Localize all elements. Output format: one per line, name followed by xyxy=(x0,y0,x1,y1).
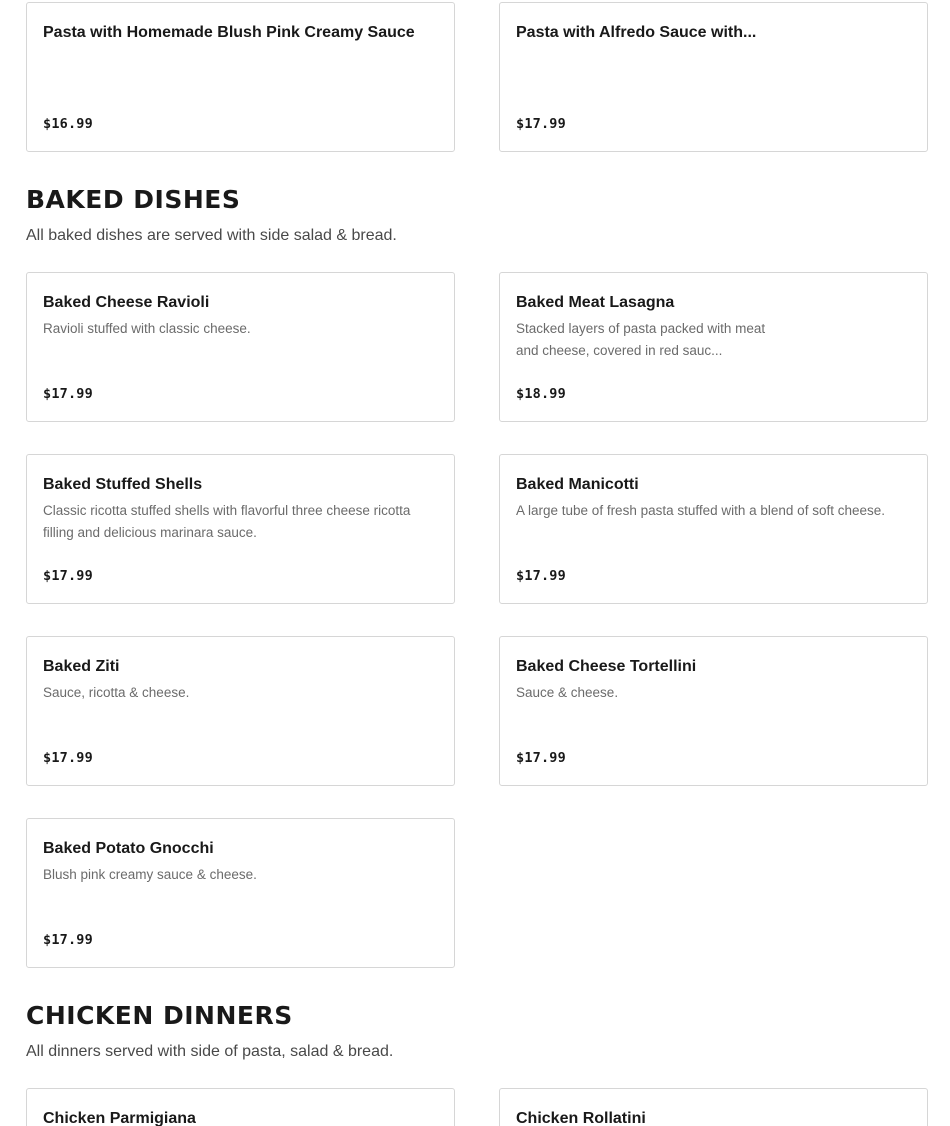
menu-item-card[interactable] xyxy=(26,636,455,786)
menu-item-card[interactable] xyxy=(26,272,455,422)
item-title: Baked Manicotti xyxy=(516,476,639,493)
item-price: $17.99 xyxy=(516,116,566,132)
menu-item-card[interactable] xyxy=(499,454,928,604)
menu-item-card[interactable] xyxy=(26,818,455,968)
item-title: Pasta with Homemade Blush Pink Creamy Sauce xyxy=(43,24,415,41)
item-description: Sauce & cheese. xyxy=(516,685,619,700)
item-price: $18.99 xyxy=(516,386,566,402)
item-title: Chicken Parmigiana xyxy=(43,1110,196,1126)
menu-item-card[interactable] xyxy=(26,454,455,604)
item-description: A large tube of fresh pasta stuffed with a blend of soft cheese. xyxy=(516,503,885,518)
section-title-baked-dishes: BAKED DISHES xyxy=(26,185,241,214)
item-price: $17.99 xyxy=(43,386,93,402)
section-subtitle: All baked dishes are served with side salad & bread. xyxy=(26,227,397,244)
item-description: Stacked layers of pasta packed with meat and cheese, covered in red sauc... xyxy=(516,321,766,358)
menu-item-card[interactable] xyxy=(26,1088,455,1126)
item-price: $17.99 xyxy=(43,932,93,948)
item-title: Baked Potato Gnocchi xyxy=(43,840,214,857)
item-price: $17.99 xyxy=(516,750,566,766)
item-price: $17.99 xyxy=(516,568,566,584)
item-price: $16.99 xyxy=(43,116,93,132)
section-title-chicken-dinners: CHICKEN DINNERS xyxy=(26,1001,293,1030)
item-title: Chicken Rollatini xyxy=(516,1110,646,1126)
item-description: Sauce, ricotta & cheese. xyxy=(43,685,190,700)
item-title: Baked Stuffed Shells xyxy=(43,476,203,493)
item-title: Pasta with Alfredo Sauce with... xyxy=(516,24,757,41)
menu-item-card[interactable] xyxy=(26,2,455,152)
item-title: Baked Ziti xyxy=(43,658,120,675)
menu-item-card[interactable] xyxy=(499,1088,928,1126)
item-title: Baked Meat Lasagna xyxy=(516,294,675,311)
section-subtitle: All dinners served with side of pasta, salad & bread. xyxy=(26,1043,394,1060)
item-title: Baked Cheese Ravioli xyxy=(43,294,210,311)
item-description: Blush pink creamy sauce & cheese. xyxy=(43,867,257,882)
item-price: $17.99 xyxy=(43,750,93,766)
menu-item-card[interactable] xyxy=(499,272,928,422)
menu-item-card[interactable] xyxy=(499,2,928,152)
menu-item-card[interactable] xyxy=(499,636,928,786)
item-description: Ravioli stuffed with classic cheese. xyxy=(43,321,251,336)
item-price: $17.99 xyxy=(43,568,93,584)
item-description: Classic ricotta stuffed shells with flavorful three cheese ricotta filling and delicious marinara sauce. xyxy=(43,503,411,540)
item-title: Baked Cheese Tortellini xyxy=(516,658,697,675)
